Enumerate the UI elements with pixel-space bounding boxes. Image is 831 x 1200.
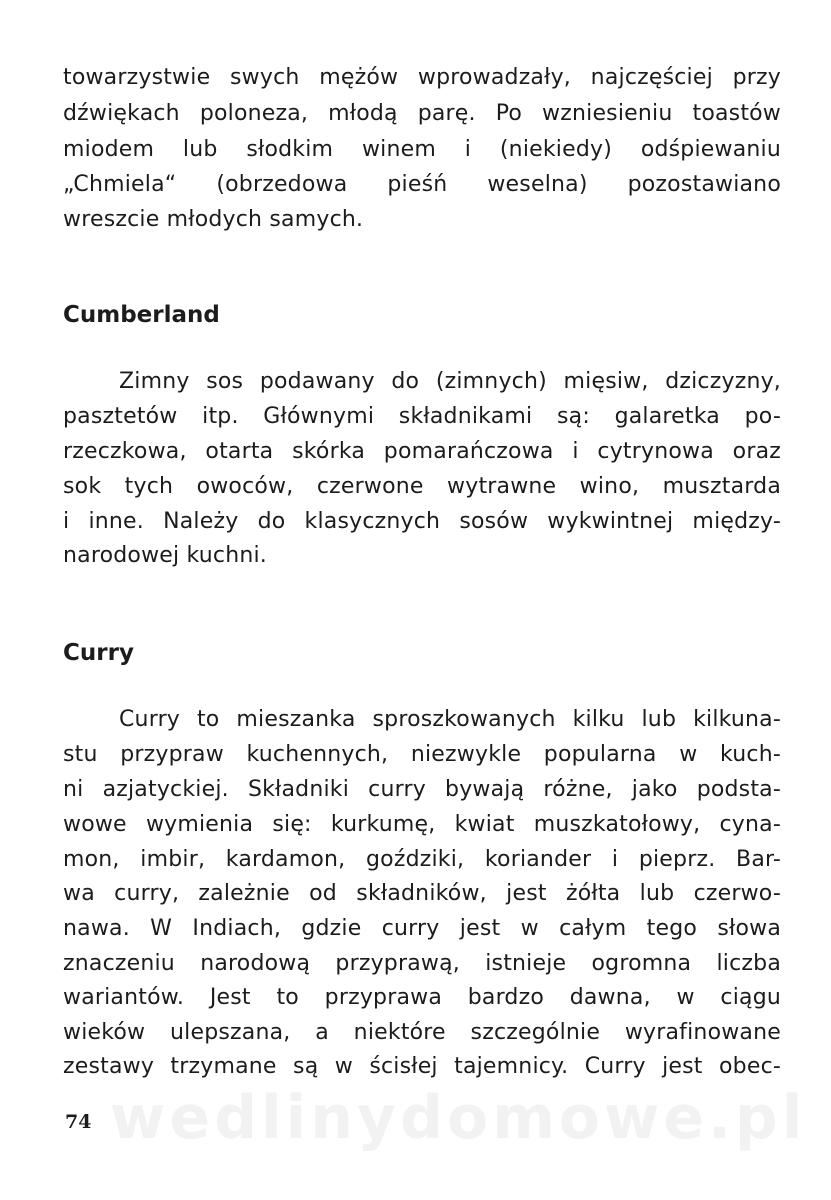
text-line: wieków ulepszana, a niektóre szczególnie wyrafinowane	[63, 1020, 781, 1045]
text-line: wreszcie młodych samych.	[63, 207, 364, 232]
text-line: towarzystwie swych mężów wprowadzały, najczęściej przy	[63, 65, 781, 90]
text-line: nawa. W Indiach, gdzie curry jest w całym tego słowa	[63, 916, 781, 941]
watermark: wedlinydomowe.pl	[110, 1083, 807, 1153]
entry-heading-curry: Curry	[63, 640, 134, 666]
entry-heading-cumberland: Cumberland	[63, 302, 220, 328]
text-line: dźwiękach poloneza, młodą parę. Po wzniesieniu toastów	[63, 101, 781, 126]
text-line: rzeczkowa, otarta skórka pomarańczowa i cytrynowa oraz	[63, 439, 781, 464]
text-line: znaczeniu narodową przyprawą, istnieje ogromna liczba	[63, 951, 781, 976]
text-line: zestawy trzymane są w ścisłej tajemnicy. Curry jest obec-	[63, 1054, 781, 1079]
page-number: 74	[65, 1111, 92, 1133]
text-line: narodowej kuchni.	[63, 543, 267, 568]
text-line: „Chmiela“ (obrzedowa pieśń weselna) pozostawiano	[63, 172, 781, 197]
text-line: Zimny sos podawany do (zimnych) mięsiw, dziczyzny,	[119, 369, 781, 394]
text-line: pasztetów itp. Głównymi składnikami są: galaretka po-	[63, 404, 781, 429]
text-line: ni azjatyckiej. Składniki curry bywają różne, jako podsta-	[63, 777, 781, 802]
text-line: stu przypraw kuchennych, niezwykle popularna w kuch-	[63, 742, 781, 767]
text-line: miodem lub słodkim winem i (niekiedy) odśpiewaniu	[63, 137, 781, 162]
text-line: i inne. Należy do klasycznych sosów wykwintnej między-	[63, 509, 781, 534]
text-line: wowe wymienia się: kurkumę, kwiat muszkatołowy, cyna-	[63, 812, 781, 837]
text-line: Curry to mieszanka sproszkowanych kilku lub kilkuna-	[119, 707, 781, 732]
text-line: sok tych owoców, czerwone wytrawne wino, musztarda	[63, 474, 781, 499]
text-line: mon, imbir, kardamon, goździki, koriander i pieprz. Bar-	[63, 847, 781, 872]
text-line: wa curry, zależnie od składników, jest żółta lub czerwo-	[63, 881, 781, 906]
text-line: wariantów. Jest to przyprawa bardzo dawna, w ciągu	[63, 985, 781, 1010]
